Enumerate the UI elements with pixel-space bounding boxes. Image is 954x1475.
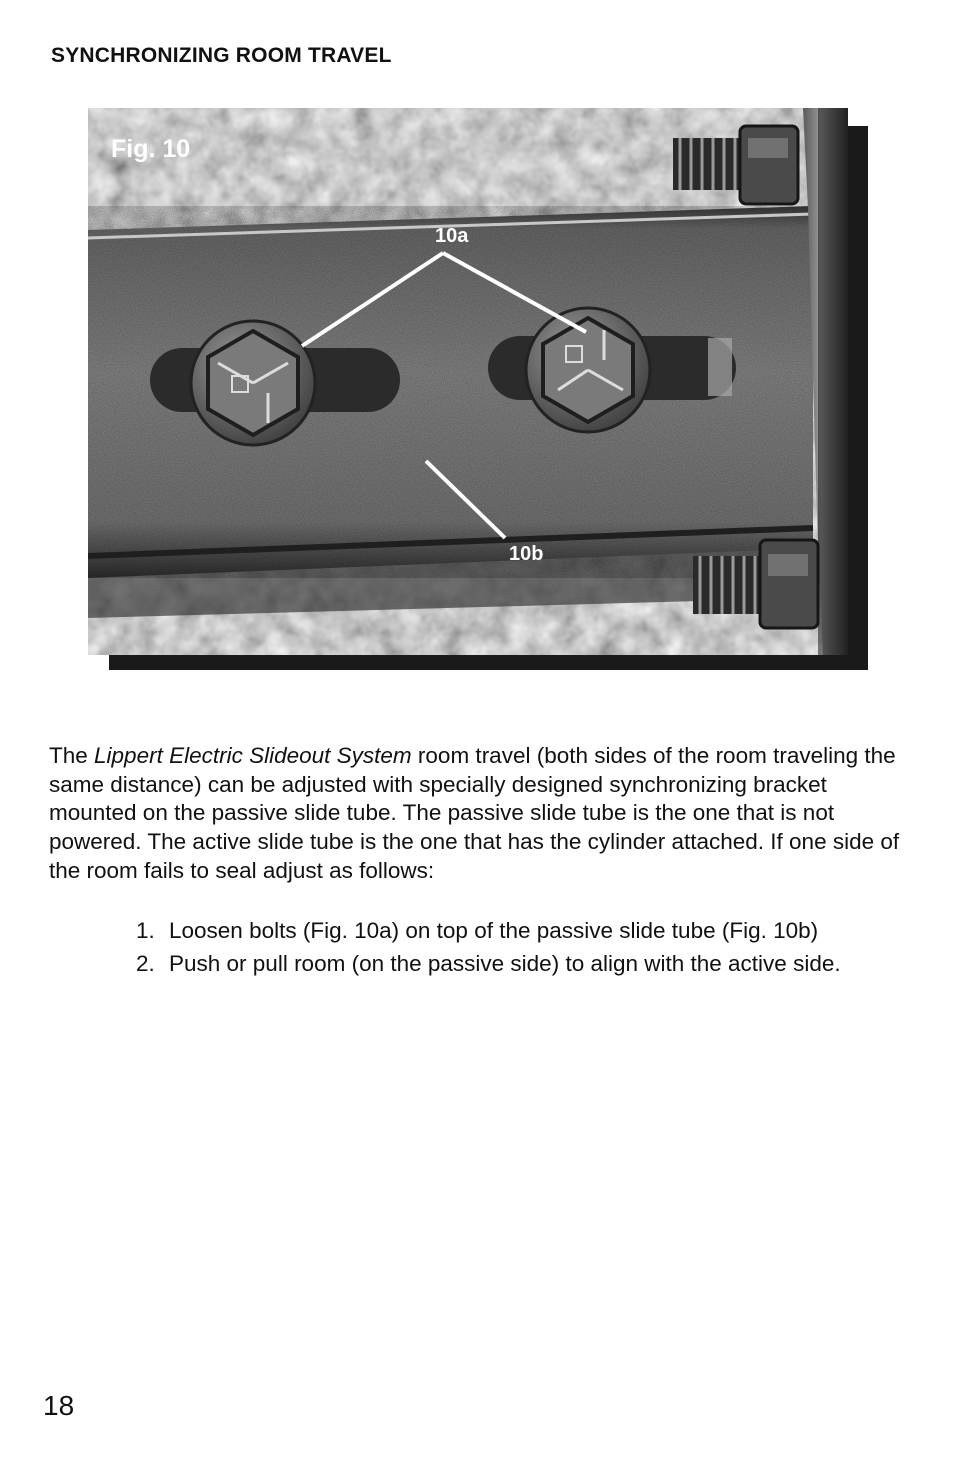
intro-paragraph	[49, 742, 919, 886]
step-item	[136, 914, 841, 947]
figure-10	[88, 108, 868, 670]
section-title: SYNCHRONIZING ROOM TRAVEL	[51, 44, 392, 67]
callout-label-10a: 10a	[435, 225, 469, 247]
adjustment-steps	[136, 914, 841, 980]
step-text: Loosen bolts (Fig. 10a) on top of the passive slide tube (Fig. 10b)	[169, 918, 819, 943]
product-name: Lippert Electric Slideout System	[94, 743, 412, 768]
intro-text-rest: room travel (both sides of the room traveling the same distance) can be adjusted with specially designed synchronizing bracket mounted on the passive slide tube. The passive slide tube is the one that is not powered. The active slide tube is the one that has the cylinder attached. If one side of the room fails to seal adjust as follows:	[49, 743, 900, 883]
step-text: Push or pull room (on the passive side) to align with the active side.	[169, 951, 841, 976]
figure-label: Fig. 10	[111, 135, 191, 163]
step-item	[136, 947, 841, 980]
callout-label-10b: 10b	[509, 543, 544, 565]
intro-text-start: The	[49, 743, 95, 768]
page-number: 18	[43, 1390, 75, 1421]
step-number: 1.	[136, 918, 155, 943]
step-number: 2.	[136, 951, 155, 976]
figure-photo	[88, 108, 848, 655]
